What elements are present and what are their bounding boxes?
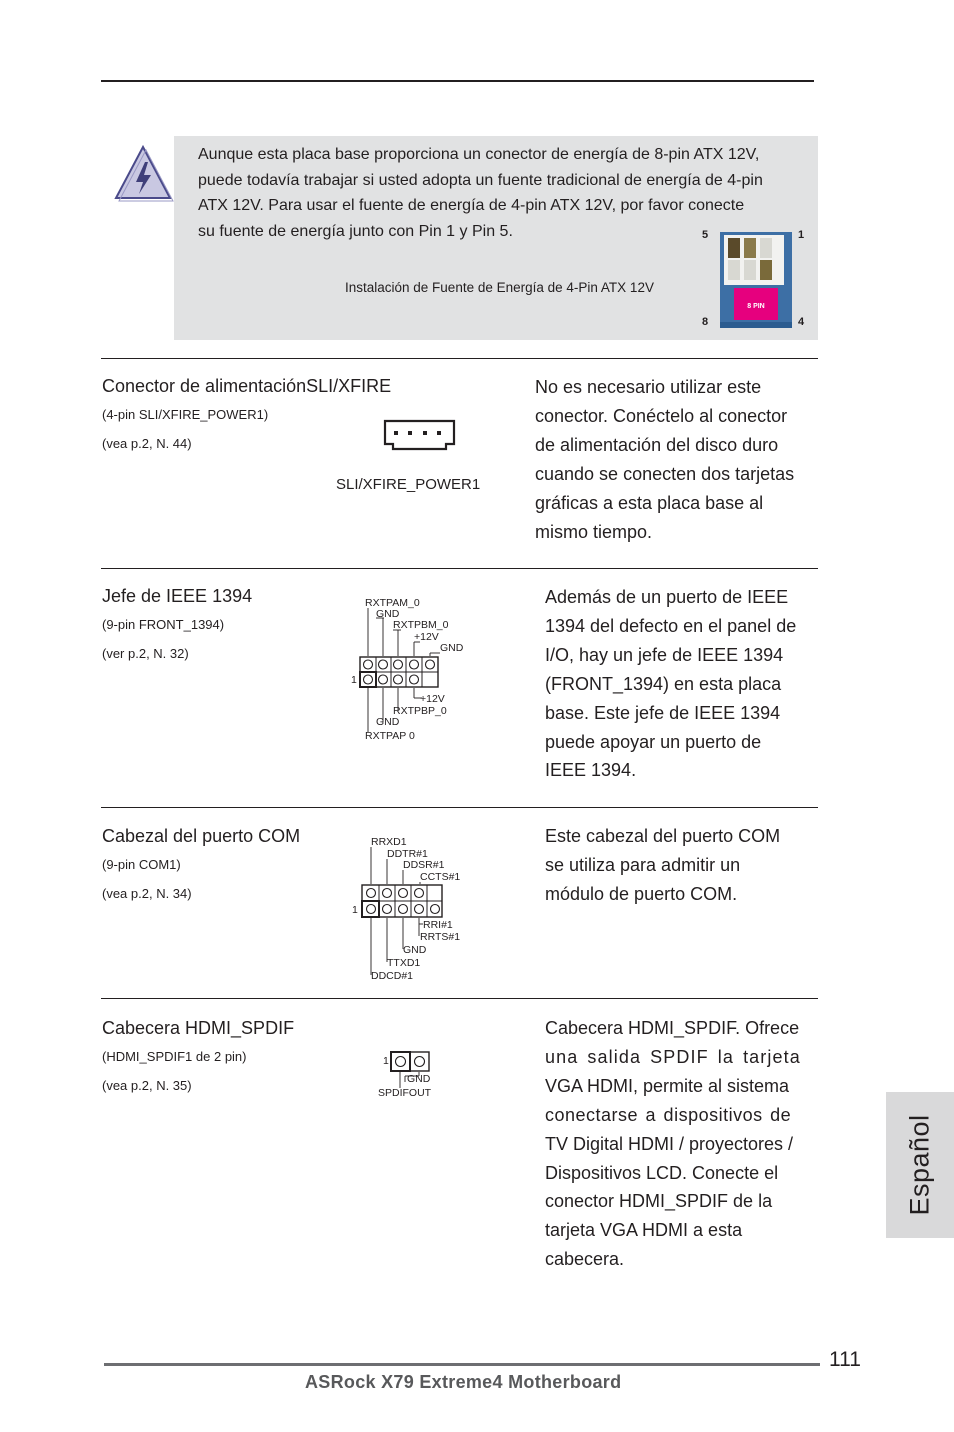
pin-12v-top: +12V	[414, 631, 439, 643]
note-line: su fuente de energía junto con Pin 1 y Pin 5.	[198, 222, 513, 240]
language-tab-label: Español	[904, 1114, 935, 1216]
desc-line: gráficas a esta placa base al	[535, 492, 764, 513]
desc-line: (FRONT_1394) en esta placa	[545, 673, 782, 694]
section-title-hdmi: Cabecera HDMI_SPDIF	[102, 1018, 295, 1038]
section-ref-sli: (vea p.2, N. 44)	[102, 436, 192, 451]
desc-line: conectarse a dispositivos de	[545, 1104, 792, 1125]
warning-triangle-icon	[112, 144, 174, 202]
hdmi-spdif-header-diagram	[374, 1048, 438, 1100]
desc-line: Cabecera HDMI_SPDIF. Ofrece	[545, 1018, 800, 1038]
section-desc-sli	[535, 373, 794, 546]
desc-line: se utiliza para admitir un	[545, 854, 741, 875]
divider	[101, 358, 818, 359]
divider	[101, 998, 818, 999]
desc-line: módulo de puerto COM.	[545, 883, 738, 904]
section-title-sli: Conector de alimentaciónSLI/XFIRE	[102, 376, 392, 396]
desc-line: conector. Conéctelo al conector	[535, 405, 788, 426]
sli-power-connector-diagram	[382, 418, 458, 452]
desc-line: cabecera.	[545, 1249, 625, 1270]
desc-line: No es necesario utilizar este	[535, 377, 762, 397]
desc-line: mismo tiempo.	[535, 521, 653, 542]
pin-gnd-bottom: GND	[376, 716, 400, 728]
note-text	[198, 142, 808, 244]
connector-label: 8 PIN	[747, 303, 765, 310]
pin-gnd: GND	[407, 1073, 431, 1085]
pin-gnd-top: GND	[376, 608, 400, 620]
desc-line: base. Este jefe de IEEE 1394	[545, 702, 781, 723]
pin-rxtpbp0: RXTPBP_0	[393, 705, 447, 717]
section-sub-ieee: (9-pin FRONT_1394)	[102, 617, 225, 632]
pin-label-4: 4	[798, 316, 805, 328]
pin-rrxd1: RRXD1	[371, 836, 407, 848]
desc-line: tarjeta VGA HDMI a esta	[545, 1220, 743, 1241]
pin-gnd-right: GND	[440, 642, 464, 654]
note-line: Aunque esta placa base proporciona un conector de energía de 8-pin ATX 12V,	[198, 146, 760, 163]
desc-line: puede apoyar un puerto de	[545, 731, 762, 752]
ieee1394-header-diagram	[348, 594, 472, 744]
section-sub-hdmi: (HDMI_SPDIF1 de 2 pin)	[102, 1049, 247, 1064]
section-ref-hdmi: (vea p.2, N. 35)	[102, 1078, 192, 1093]
note-line: puede todavía trabajar si usted adopta un fuente tradicional de energía de 4-pin	[198, 171, 763, 189]
pin-ddsr1: DDSR#1	[403, 859, 445, 871]
section-sub-sli: (4-pin SLI/XFIRE_POWER1)	[102, 407, 269, 422]
desc-line: cuando se conecten dos tarjetas	[535, 463, 795, 484]
note-line: ATX 12V. Para usar el fuente de energía de 4-pin ATX 12V, por favor conecte	[198, 197, 745, 214]
pin-rxtpbm0: RXTPBM_0	[393, 619, 449, 631]
atx-power-connector-image	[720, 232, 792, 328]
section-desc-hdmi	[545, 1014, 801, 1274]
footer-product-name: ASRock X79 Extreme4 Motherboard	[305, 1372, 622, 1392]
desc-line: I/O, hay un jefe de IEEE 1394	[545, 644, 784, 665]
desc-line: Además de un puerto de IEEE	[545, 587, 789, 607]
note-caption: Instalación de Fuente de Energía de 4-Pin ATX 12V	[345, 280, 654, 295]
desc-line: de alimentación del disco duro	[535, 434, 779, 455]
section-ref-com: (vea p.2, N. 34)	[102, 886, 192, 901]
divider	[101, 568, 818, 569]
desc-line: IEEE 1394.	[545, 760, 637, 781]
pin-gnd: GND	[403, 944, 427, 956]
divider	[101, 807, 818, 808]
section-title-com: Cabezal del puerto COM	[102, 826, 301, 846]
page-number: 111	[829, 1348, 861, 1371]
desc-line: Dispositivos LCD. Conecte el	[545, 1162, 779, 1183]
pin-1-marker: 1	[351, 674, 357, 686]
desc-line: TV Digital HDMI / proyectores /	[545, 1133, 794, 1154]
section-ref-ieee: (ver p.2, N. 32)	[102, 646, 189, 661]
section-title-ieee: Jefe de IEEE 1394	[102, 586, 253, 606]
desc-line: 1394 del defecto en el panel de	[545, 615, 797, 636]
pin-ttxd1: TTXD1	[387, 957, 421, 969]
desc-line: una salida SPDIF la tarjeta	[545, 1046, 801, 1067]
pin-12v-bottom: +12V	[420, 693, 445, 705]
pin-ccts1: CCTS#1	[420, 871, 461, 883]
section-sub-com: (9-pin COM1)	[102, 857, 181, 872]
section-desc-com	[545, 822, 780, 909]
pin-ddtr1: DDTR#1	[387, 848, 428, 860]
footer-rule	[104, 1363, 820, 1366]
com-port-header-diagram	[348, 832, 472, 984]
top-rule	[101, 80, 814, 82]
pin-label-5: 5	[702, 229, 709, 241]
sli-diagram-label: SLI/XFIRE_POWER1	[336, 476, 481, 493]
pin-ddcd1: DDCD#1	[371, 970, 414, 982]
section-desc-ieee	[545, 583, 796, 785]
pin-rri1: RRI#1	[423, 919, 453, 931]
language-tab	[886, 1092, 954, 1238]
desc-line: conector HDMI_SPDIF de la	[545, 1191, 773, 1212]
pin-rrts1: RRTS#1	[420, 931, 461, 943]
desc-line: Este cabezal del puerto COM	[545, 826, 781, 846]
pin-rxtpam0: RXTPAM_0	[365, 597, 420, 609]
pin-spdifout: SPDIFOUT	[378, 1087, 432, 1099]
pin-label-1: 1	[798, 229, 805, 241]
desc-line: VGA HDMI, permite al sistema	[545, 1075, 790, 1096]
pin-1-marker: 1	[352, 904, 358, 916]
pin-rxtpap0: RXTPAP 0	[365, 730, 415, 742]
pin-label-8: 8	[702, 316, 709, 328]
pin-1-marker: 1	[383, 1055, 389, 1067]
